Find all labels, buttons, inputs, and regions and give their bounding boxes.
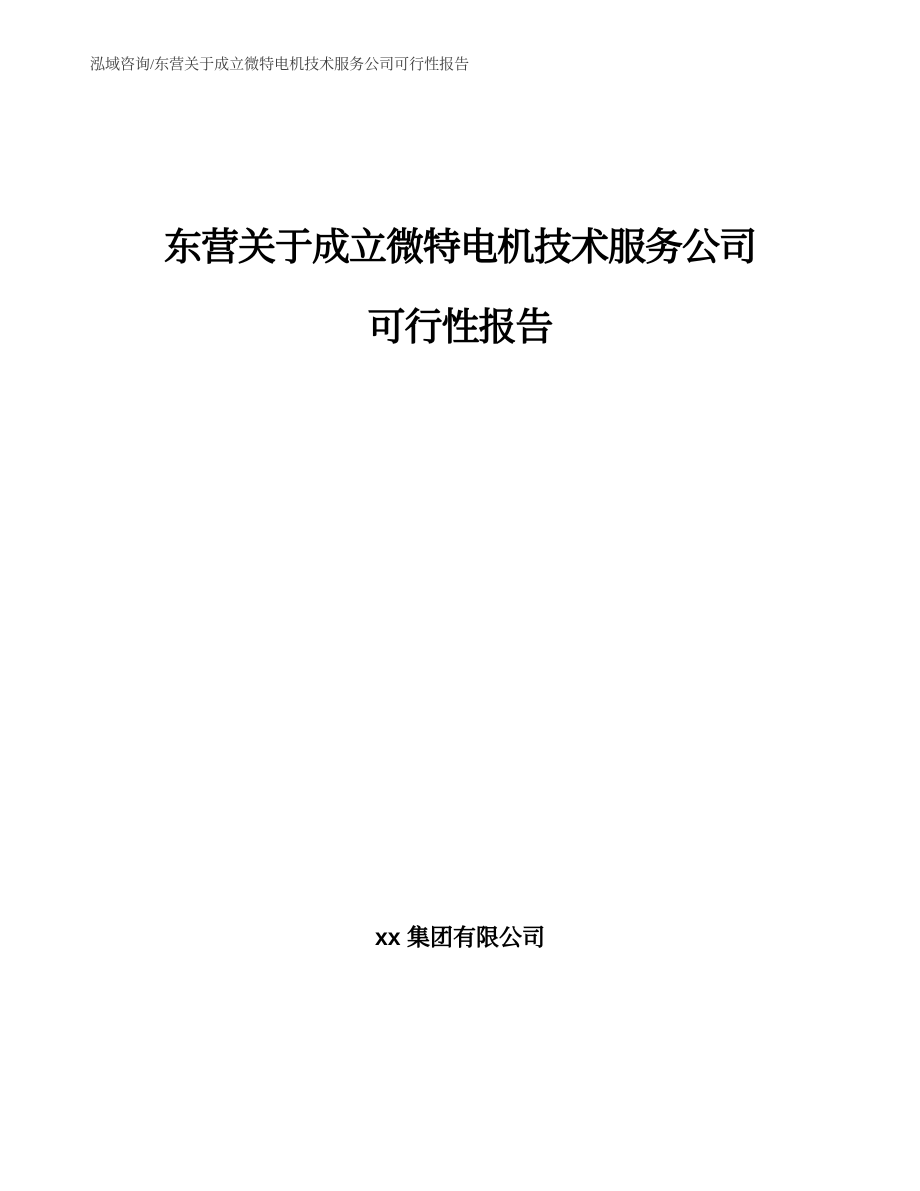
report-title-line-2: 可行性报告 <box>367 307 553 349</box>
report-title-line-1: 东营关于成立微特电机技术服务公司 <box>163 227 756 269</box>
report-title <box>0 208 920 368</box>
page-header-text: 泓域咨询/东营关于成立微特电机技术服务公司可行性报告 <box>90 57 470 73</box>
company-name: xx 集团有限公司 <box>375 924 545 950</box>
